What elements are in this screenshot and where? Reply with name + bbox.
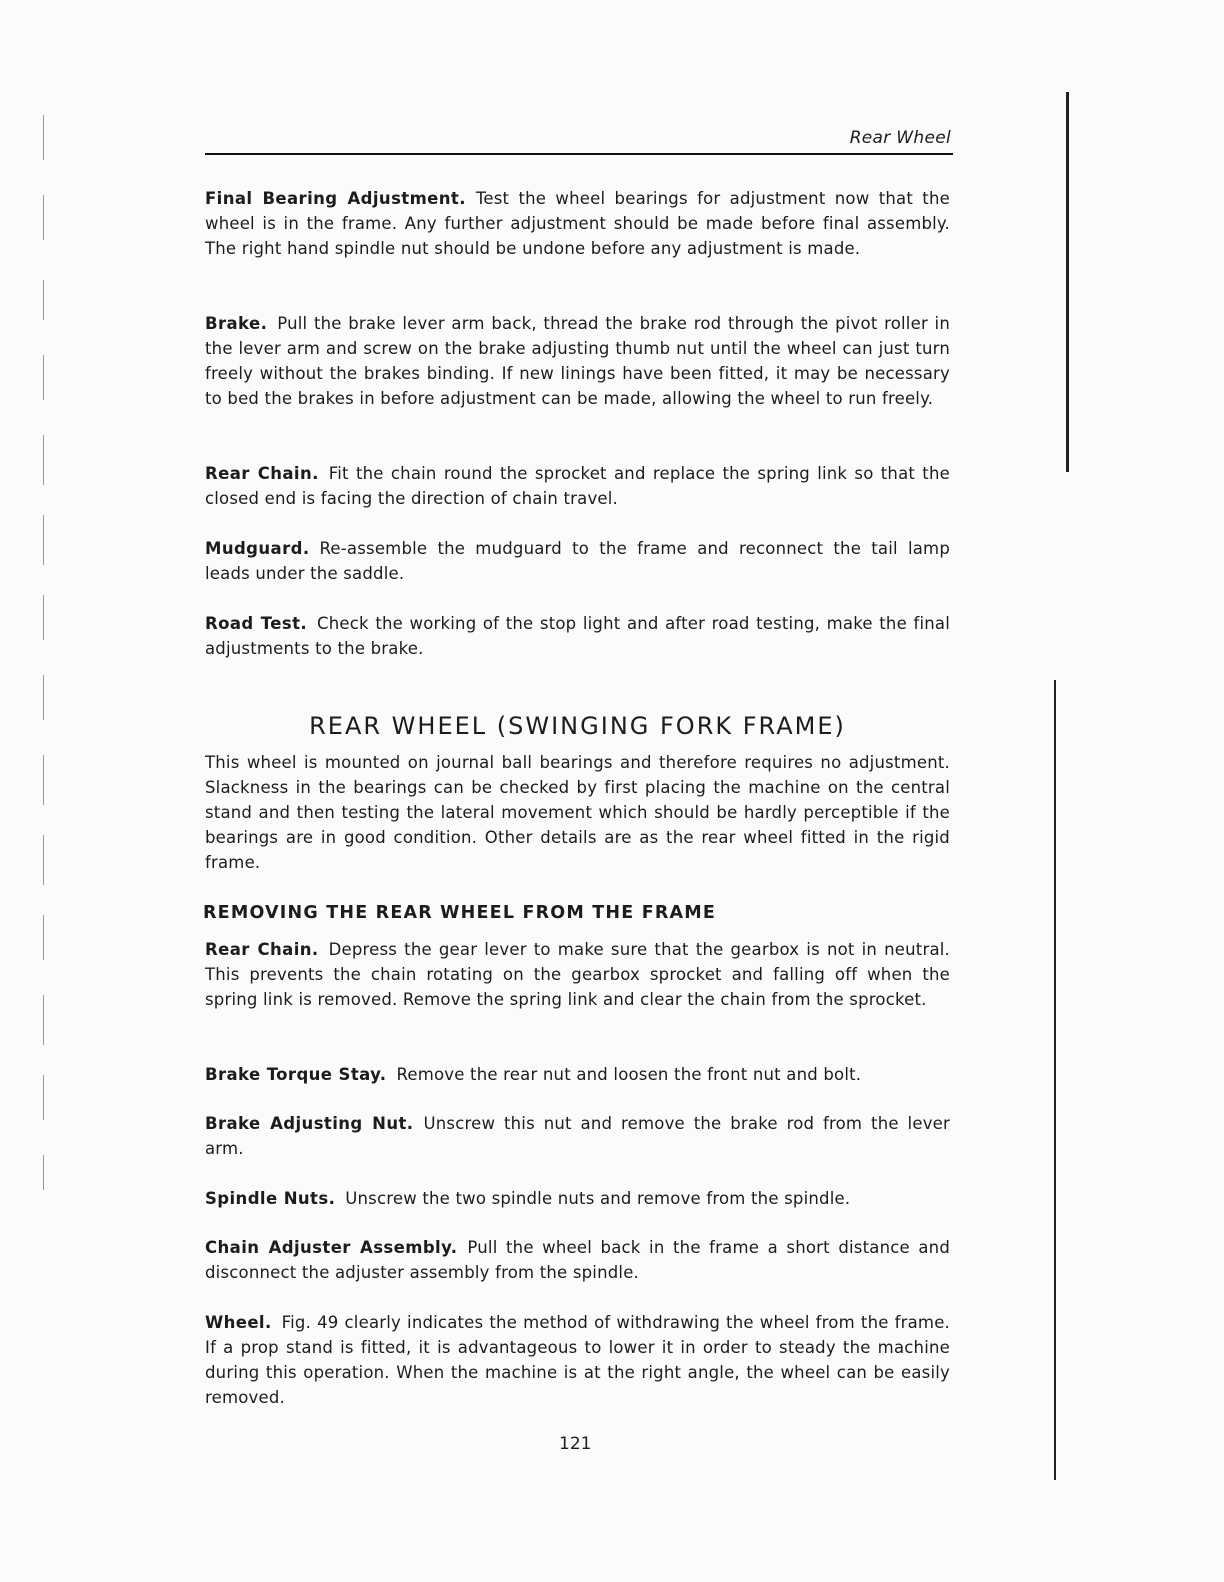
step-text: Unscrew this nut and remove the brake rod from the lever arm.: [205, 1114, 950, 1158]
scan-edge-mark: [43, 675, 44, 720]
step-lead: Mudguard.: [205, 539, 310, 558]
header-rule: [205, 153, 953, 155]
removal-step-brake-torque-stay: [205, 1062, 950, 1087]
scan-edge-mark: [43, 1155, 44, 1190]
step-rear-chain: [205, 461, 950, 511]
step-mudguard: [205, 536, 950, 586]
step-lead: Brake Torque Stay.: [205, 1065, 387, 1084]
scan-edge-mark: [43, 755, 44, 805]
step-lead: Brake Adjusting Nut.: [205, 1114, 414, 1133]
step-text: Fit the chain round the sprocket and replace the spring link so that the closed end is facing the direction of chain travel.: [205, 464, 950, 508]
scan-edge-mark: [43, 115, 44, 160]
step-text: Pull the brake lever arm back, thread the brake rod through the pivot roller in the lever arm and screw on the brake adjusting thumb nut until the wheel can just turn freely without the brakes binding. If new linings have been fitted, it may be necessary to bed the brakes in before adjustment can be made, allowing the wheel to run freely.: [205, 314, 950, 408]
removal-step-wheel: [205, 1310, 950, 1410]
step-text: Unscrew the two spindle nuts and remove from the spindle.: [345, 1189, 851, 1208]
step-text: Check the working of the stop light and after road testing, make the final adjustments to the brake.: [205, 614, 951, 658]
section-intro: This wheel is mounted on journal ball bearings and therefore requires no adjustment. Slackness in the bearings can be checked by first placing the machine on the central stand and then testing the lateral movement which should be hardly perceptible if the bearings are in good condition. Other details are as the rear wheel fitted in the rigid frame.: [205, 753, 950, 872]
step-text: Fig. 49 clearly indicates the method of withdrawing the wheel from the frame. If a prop stand is fitted, it is advantageous to lower it in order to steady the machine during this operation. When the machine is at the right angle, the wheel can be easily removed.: [205, 1313, 950, 1407]
step-road-test: [205, 611, 950, 661]
step-lead: Brake.: [205, 314, 268, 333]
removal-step-rear-chain: [205, 937, 950, 1012]
page-edge-line: [1066, 92, 1069, 472]
scan-edge-mark: [43, 280, 44, 320]
step-brake: [205, 311, 950, 411]
running-head: Rear Wheel: [849, 128, 951, 148]
step-lead: Spindle Nuts.: [205, 1189, 336, 1208]
step-text: Test the wheel bearings for adjustment now that the wheel is in the frame. Any further adjustment should be made before final assembly. The right hand spindle nut should be undone before any adjustment is made.: [205, 189, 950, 258]
page-number: 121: [559, 1434, 592, 1454]
step-lead: Rear Chain.: [205, 464, 319, 483]
step-lead: Road Test.: [205, 614, 308, 633]
scan-edge-mark: [43, 595, 44, 640]
step-lead: Wheel.: [205, 1313, 272, 1332]
step-text: Remove the rear nut and loosen the front nut and bolt.: [396, 1065, 862, 1084]
step-lead: Final Bearing Adjustment.: [205, 189, 466, 208]
scan-edge-mark: [43, 915, 44, 960]
removal-title: REMOVING THE REAR WHEEL FROM THE FRAME: [203, 903, 717, 923]
step-lead: Chain Adjuster Assembly.: [205, 1238, 458, 1257]
scan-edge-mark: [43, 355, 44, 400]
step-text: Re-assemble the mudguard to the frame and reconnect the tail lamp leads under the saddle.: [205, 539, 950, 583]
removal-step-spindle-nuts: [205, 1186, 950, 1211]
step-final-bearing-adjustment: [205, 186, 950, 261]
step-lead: Rear Chain.: [205, 940, 319, 959]
scan-edge-mark: [43, 515, 44, 565]
removal-step-chain-adjuster-assembly: [205, 1235, 950, 1285]
step-text: Depress the gear lever to make sure that the gearbox is not in neutral. This prevents the chain rotating on the gearbox sprocket and falling off when the spring link is removed. Remove the spring link and clear the chain from the sprocket.: [205, 940, 950, 1009]
scan-edge-mark: [43, 1075, 44, 1120]
scan-edge-mark: [43, 995, 44, 1045]
scan-edge-mark: [43, 195, 44, 240]
page-edge-line: [1054, 680, 1056, 1480]
scan-edge-mark: [43, 835, 44, 885]
scan-edge-mark: [43, 435, 44, 485]
section-title: REAR WHEEL (SWINGING FORK FRAME): [309, 712, 846, 740]
step-text: Pull the wheel back in the frame a short distance and disconnect the adjuster assembly from the spindle.: [205, 1238, 951, 1282]
removal-step-brake-adjusting-nut: [205, 1111, 950, 1161]
